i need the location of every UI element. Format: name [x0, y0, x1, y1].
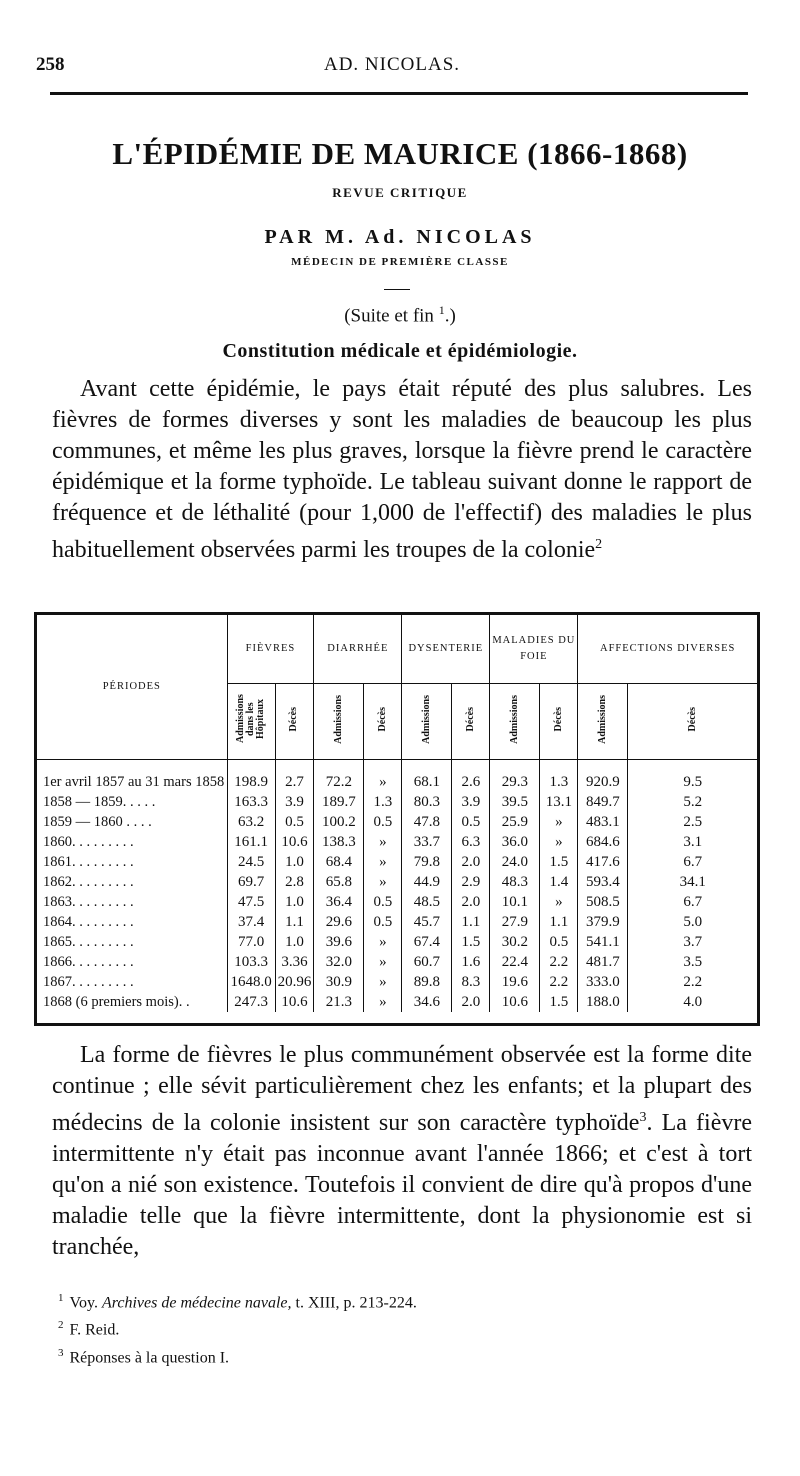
value-cell: 60.7 — [402, 952, 452, 972]
value-cell: 481.7 — [578, 952, 628, 972]
value-cell: 1.1 — [275, 912, 314, 932]
article-author: PAR M. Ad. NICOLAS — [264, 226, 536, 248]
running-title: AD. NICOLAS. — [323, 54, 461, 75]
value-cell: 24.5 — [227, 852, 275, 872]
value-cell: 483.1 — [578, 812, 628, 832]
value-cell: 417.6 — [578, 852, 628, 872]
value-cell: 1.0 — [275, 892, 314, 912]
value-cell: 100.2 — [314, 812, 364, 832]
value-cell: 37.4 — [227, 912, 275, 932]
value-cell: 63.2 — [227, 812, 275, 832]
group-header-diarrhee: DIARRHÉE — [314, 615, 402, 684]
value-cell: 69.7 — [227, 872, 275, 892]
value-cell: 72.2 — [314, 772, 364, 792]
footnote-ref-1[interactable]: 1 — [438, 303, 445, 317]
value-cell: 333.0 — [578, 972, 628, 992]
value-cell: 163.3 — [227, 792, 275, 812]
suite-text: (Suite et fin — [344, 305, 434, 327]
value-cell: » — [364, 772, 402, 792]
value-cell: 0.5 — [364, 812, 402, 832]
group-header-affections: AFFECTIONS DIVERSES — [578, 615, 757, 684]
value-cell: 89.8 — [402, 972, 452, 992]
value-cell: 541.1 — [578, 932, 628, 952]
value-cell: 21.3 — [314, 992, 364, 1012]
value-cell: 36.4 — [314, 892, 364, 912]
subheader-admissions: Admissions — [578, 684, 628, 760]
subheader-deces: Décès — [540, 684, 578, 760]
value-cell: 1.1 — [452, 912, 490, 932]
value-cell: 65.8 — [314, 872, 364, 892]
header-rule — [50, 92, 748, 95]
value-cell: 33.7 — [402, 832, 452, 852]
value-cell: 2.0 — [452, 892, 490, 912]
table-row — [37, 852, 757, 872]
value-cell: 48.3 — [490, 872, 540, 892]
value-cell: 34.1 — [679, 873, 706, 890]
value-cell: 25.9 — [490, 812, 540, 832]
value-cell: 2.0 — [452, 992, 490, 1012]
value-cell: 10.1 — [490, 892, 540, 912]
value-cell: 247.3 — [227, 992, 275, 1012]
subheader-deces: Décès — [686, 706, 698, 732]
value-cell: 2.6 — [452, 772, 490, 792]
table-row — [37, 812, 757, 832]
value-cell: 39.5 — [490, 792, 540, 812]
value-cell: 5.2 — [683, 793, 703, 810]
table-row — [37, 952, 757, 972]
period-cell: 1866. . . . . . . . . — [37, 952, 227, 972]
table-body — [37, 760, 757, 1013]
value-cell: 2.2 — [683, 973, 703, 990]
value-cell: » — [364, 972, 402, 992]
subheader-admissions: Admissions — [314, 684, 364, 760]
value-cell: 103.3 — [227, 952, 275, 972]
value-cell: 593.4 — [578, 872, 628, 892]
value-cell: 161.1 — [227, 832, 275, 852]
value-cell: 6.7 — [683, 853, 703, 870]
value-cell: » — [540, 832, 578, 852]
table-row — [37, 872, 757, 892]
value-cell: » — [364, 832, 402, 852]
period-cell: 1864. . . . . . . . . — [37, 912, 227, 932]
value-cell: 189.7 — [314, 792, 364, 812]
continuation-note — [0, 303, 800, 327]
value-cell: 684.6 — [578, 832, 628, 852]
value-cell: 47.8 — [402, 812, 452, 832]
author-role: MÉDECIN DE PREMIÈRE CLASSE — [291, 256, 509, 268]
value-cell: 2.5 — [683, 813, 703, 830]
value-cell: 29.3 — [490, 772, 540, 792]
value-cell: 0.5 — [540, 932, 578, 952]
subheader-admissions: Admissions — [402, 684, 452, 760]
value-cell: 67.4 — [402, 932, 452, 952]
footnote-2: $^2$ F. Reid. — [58, 1319, 120, 1339]
value-cell: 508.5 — [578, 892, 628, 912]
value-cell: 6.7 — [683, 893, 703, 910]
paragraph-2-text-b: . La fièvre intermittente n'y était pas inconnue avant l'année 1866; et c'est à tort qu'on a nié son existence. Toutefois il convient de dire qu'à propos d'une maladie telle que la fièvre intermittente, dont la physionomie est si tranchée, — [52, 1110, 752, 1260]
value-cell: » — [364, 852, 402, 872]
value-cell: 29.6 — [314, 912, 364, 932]
value-cell: 1.0 — [275, 932, 314, 952]
value-cell: 79.8 — [402, 852, 452, 872]
value-cell: 3.9 — [452, 792, 490, 812]
subheader-deces: Décès — [364, 684, 402, 760]
value-cell: 379.9 — [578, 912, 628, 932]
value-cell: 44.9 — [402, 872, 452, 892]
value-cell: 0.5 — [452, 812, 490, 832]
group-header-maladies-foie: MALADIES DU FOIE — [490, 615, 578, 684]
value-cell: 3.7 — [683, 933, 703, 950]
value-cell: 10.6 — [490, 992, 540, 1012]
value-cell: 3.5 — [683, 953, 703, 970]
value-cell: 849.7 — [578, 792, 628, 812]
value-cell: 80.3 — [402, 792, 452, 812]
value-cell: 1.1 — [540, 912, 578, 932]
value-cell: 2.2 — [540, 972, 578, 992]
value-cell: 8.3 — [452, 972, 490, 992]
value-cell: 68.1 — [402, 772, 452, 792]
table-row — [37, 992, 757, 1012]
value-cell: 6.3 — [452, 832, 490, 852]
period-cell: 1867. . . . . . . . . — [37, 972, 227, 992]
value-cell: 2.2 — [540, 952, 578, 972]
value-cell: 0.5 — [364, 892, 402, 912]
value-cell: 188.0 — [578, 992, 628, 1012]
paragraph-1-text: Avant cette épidémie, le pays était réputé des plus salubres. Les fièvres de formes diverses y sont les maladies de beaucoup les plus communes, et même les plus graves, lorsque la fièvre prend le caractère épidémique et la forme typhoïde. Le tableau suivant donne le rapport de fréquence et de léthalité (pour 1,000 de l'effectif) des maladies le plus habituellement observées parmi les troupes de la colonie — [52, 376, 752, 563]
value-cell: 3.1 — [683, 833, 703, 850]
value-cell: 1.3 — [364, 792, 402, 812]
morbidity-table — [34, 612, 760, 1026]
value-cell: 1.5 — [540, 992, 578, 1012]
value-cell: » — [364, 952, 402, 972]
subheader-deces: Décès — [452, 684, 490, 760]
value-cell: 20.96 — [275, 972, 314, 992]
value-cell: 10.6 — [275, 992, 314, 1012]
value-cell: 13.1 — [540, 792, 578, 812]
subheader-admissions: Admissions dans les Hôpitaux — [227, 684, 275, 760]
table-row — [37, 912, 757, 932]
data-table — [37, 615, 757, 1012]
table-row — [37, 932, 757, 952]
value-cell: » — [364, 932, 402, 952]
value-cell: » — [364, 872, 402, 892]
period-cell: 1858 — 1859. . . . . — [37, 792, 227, 812]
value-cell: 30.2 — [490, 932, 540, 952]
table-row — [37, 772, 757, 792]
value-cell: 1.3 — [540, 772, 578, 792]
value-cell: 0.5 — [364, 912, 402, 932]
value-cell: 45.7 — [402, 912, 452, 932]
value-cell: 2.9 — [452, 872, 490, 892]
value-cell: 22.4 — [490, 952, 540, 972]
period-cell: 1865. . . . . . . . . — [37, 932, 227, 952]
value-cell: 138.3 — [314, 832, 364, 852]
value-cell: 2.7 — [275, 772, 314, 792]
period-cell: 1863. . . . . . . . . — [37, 892, 227, 912]
table-row — [37, 972, 757, 992]
page-number: 258 — [36, 54, 65, 75]
value-cell: 10.6 — [275, 832, 314, 852]
value-cell: 24.0 — [490, 852, 540, 872]
footnote-3: $^3$ Réponses à la question I. — [58, 1346, 230, 1366]
subheader-deces: Décès — [275, 684, 314, 760]
section-heading: Constitution médicale et épidémiologie. — [222, 340, 578, 362]
value-cell: 48.5 — [402, 892, 452, 912]
value-cell: 5.0 — [683, 913, 703, 930]
table-row — [37, 792, 757, 812]
value-cell: 30.9 — [314, 972, 364, 992]
value-cell: 36.0 — [490, 832, 540, 852]
period-cell: 1868 (6 premiers mois). . — [37, 992, 227, 1012]
value-cell: 920.9 — [578, 772, 628, 792]
value-cell: 2.8 — [275, 872, 314, 892]
separator-dash — [384, 289, 410, 290]
period-cell: 1862. . . . . . . . . — [37, 872, 227, 892]
article-subtitle: REVUE CRITIQUE — [332, 185, 468, 200]
value-cell: 3.36 — [275, 952, 314, 972]
article-title: L'ÉPIDÉMIE DE MAURICE (1866-1868) — [112, 136, 688, 171]
value-cell: 39.6 — [314, 932, 364, 952]
value-cell: 19.6 — [490, 972, 540, 992]
table-row — [37, 832, 757, 852]
value-cell: 198.9 — [227, 772, 275, 792]
footnote-ref-2[interactable]: 2 — [595, 537, 603, 552]
value-cell: 27.9 — [490, 912, 540, 932]
value-cell: 1648.0 — [227, 972, 275, 992]
value-cell: 32.0 — [314, 952, 364, 972]
value-cell: 1.0 — [275, 852, 314, 872]
paragraph-2 — [52, 1040, 752, 1263]
value-cell: 47.5 — [227, 892, 275, 912]
suite-close: .) — [444, 305, 456, 327]
value-cell: 2.0 — [452, 852, 490, 872]
footnote-1: $^1$ Voy. Archives de médecine navale, t. XIII, p. 213-224. — [58, 1292, 417, 1312]
period-cell: 1861. . . . . . . . . — [37, 852, 227, 872]
value-cell: 0.5 — [275, 812, 314, 832]
subheader-admissions: Admissions — [490, 684, 540, 760]
footnote-ref-3[interactable]: 3 — [639, 1110, 647, 1125]
value-cell: 1.5 — [540, 852, 578, 872]
value-cell: 34.6 — [402, 992, 452, 1012]
value-cell: 3.9 — [275, 792, 314, 812]
value-cell: 1.4 — [540, 872, 578, 892]
value-cell: » — [540, 812, 578, 832]
value-cell: » — [540, 892, 578, 912]
value-cell: 1.5 — [452, 932, 490, 952]
footnotes — [58, 1287, 748, 1369]
value-cell: 77.0 — [227, 932, 275, 952]
paragraph-1 — [52, 374, 752, 566]
period-cell: 1859 — 1860 . . . . — [37, 812, 227, 832]
value-cell: 9.5 — [683, 773, 703, 790]
group-header-dysenterie: DYSENTERIE — [402, 615, 490, 684]
value-cell: » — [364, 992, 402, 1012]
group-header-fievres: FIÈVRES — [227, 615, 314, 684]
table-row — [37, 892, 757, 912]
value-cell: 4.0 — [683, 993, 703, 1010]
period-cell: 1er avril 1857 au 31 mars 1858 — [37, 772, 227, 792]
periodes-header: PÉRIODES — [37, 615, 227, 760]
value-cell: 1.6 — [452, 952, 490, 972]
running-head — [36, 54, 748, 78]
value-cell: 68.4 — [314, 852, 364, 872]
paragraph-2-text-a: La forme de fièvres le plus communément observée est la forme dite continue ; elle sévit particulièrement chez les enfants; et la plupart des médecins de la colonie insistent sur son caractère typhoïde — [52, 1042, 752, 1136]
period-cell: 1860. . . . . . . . . — [37, 832, 227, 852]
